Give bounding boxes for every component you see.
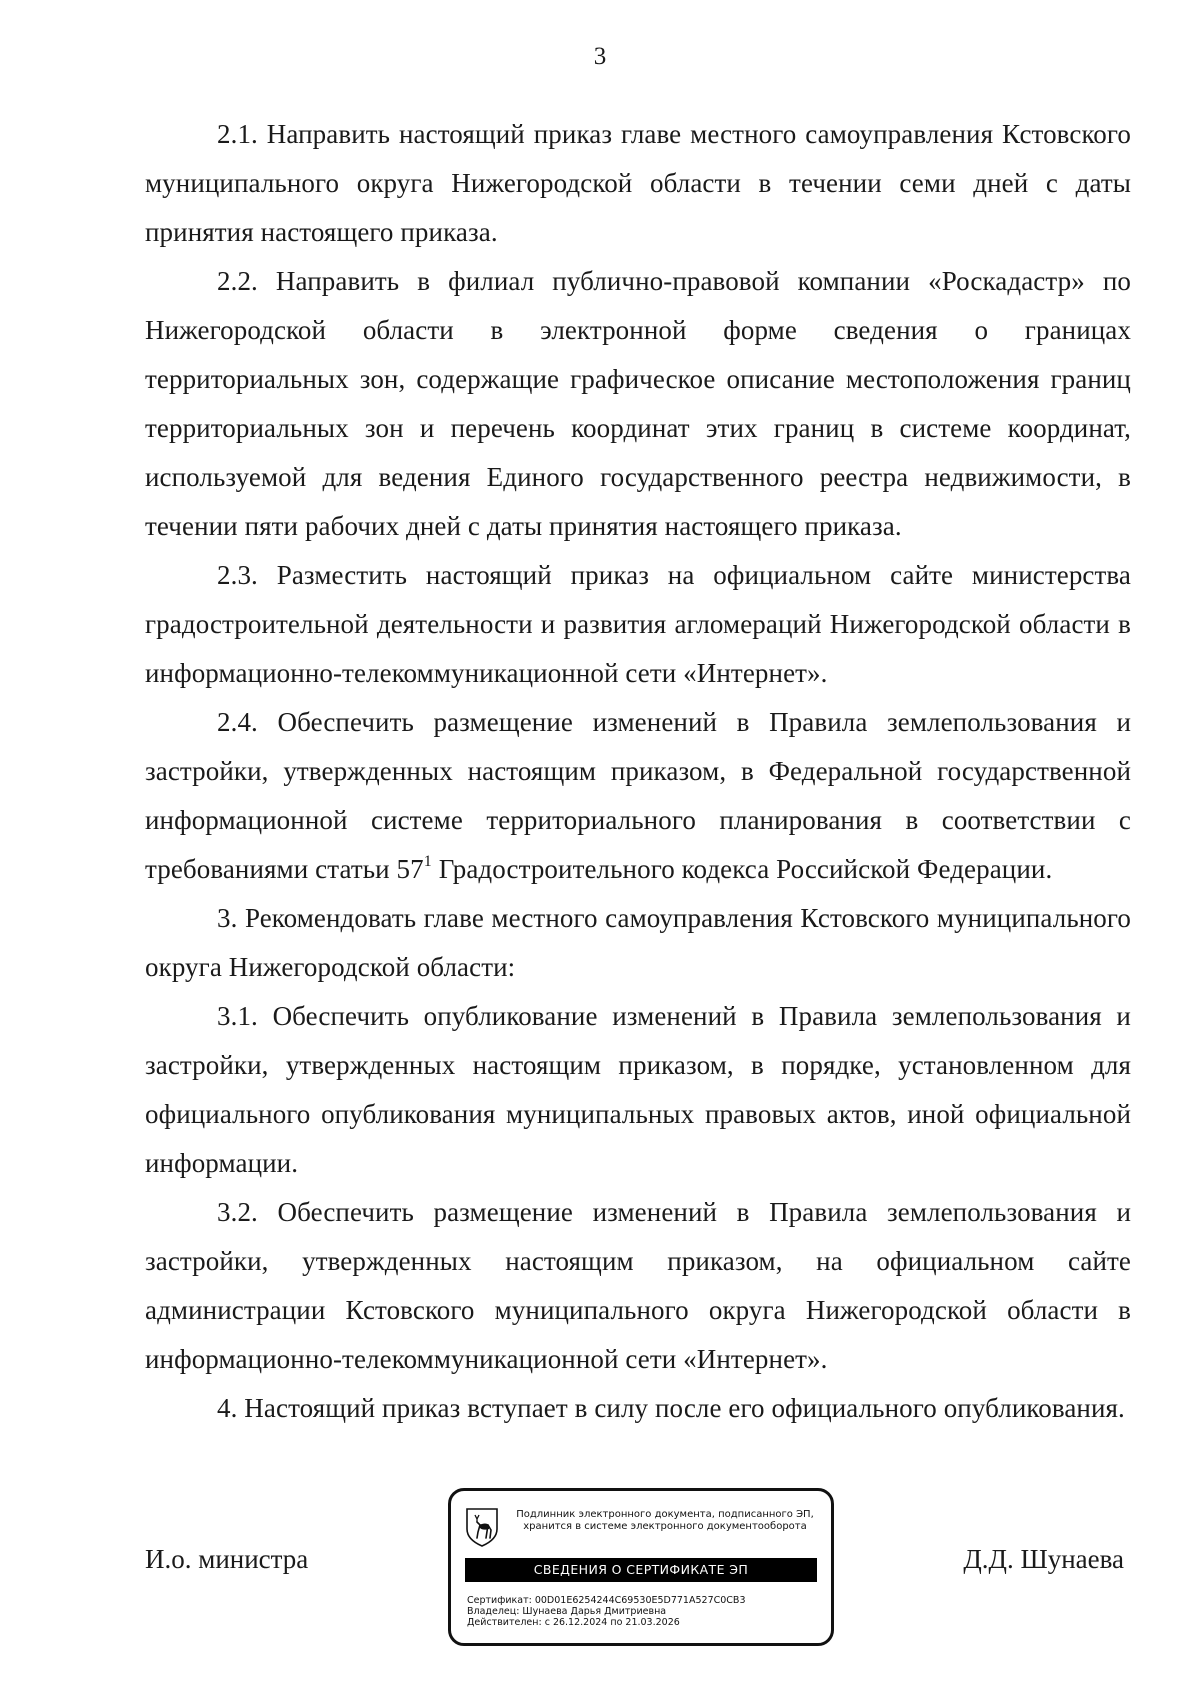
- paragraph-4: 4. Настоящий приказ вступает в силу после его официального опубликования.: [217, 1393, 1125, 1423]
- electronic-signature-stamp: [448, 1488, 834, 1646]
- stamp-note-line-2: хранится в системе электронного документооборота: [523, 1521, 807, 1532]
- stamp-note-line-1: Подлинник электронного документа, подписанного ЭП,: [516, 1509, 814, 1520]
- signature-block: [0, 1488, 1200, 1658]
- article-superscript: 1: [423, 853, 432, 870]
- document-body: [145, 110, 1131, 1433]
- paragraph-2-4: [145, 698, 1131, 894]
- paragraph-2-2: 2.2. Направить в филиал публично-правовой компании «Роскадастр» по Нижегородской области в электронной форме сведения о границах территориальных зон, содержащие графическое описание местоположения границ территориальных зон и перечень координат этих границ в системе координат, используемой для ведения Единого государственного реестра недвижимости, в течении пяти рабочих дней с даты принятия настоящего приказа.: [145, 266, 1131, 541]
- signer-name: Д.Д. Шунаева: [963, 1544, 1124, 1574]
- paragraph-3-2: 3.2. Обеспечить размещение изменений в Правила землепользования и застройки, утвержденных настоящим приказом, на официальном сайте администрации Кстовского муниципального округа Нижегородской области в информационно-телекоммуникационной сети «Интернет».: [145, 1197, 1131, 1374]
- page-number: 3: [593, 43, 607, 70]
- paragraph-3-1: 3.1. Обеспечить опубликование изменений в Правила землепользования и застройки, утвержденных настоящим приказом, в порядке, установленном для официального опубликования муниципальных правовых актов, иной официальной информации.: [145, 1001, 1131, 1178]
- stamp-note: [505, 1509, 825, 1533]
- certificate-details: [467, 1595, 745, 1628]
- paragraph-2-4-text: 2.4. Обеспечить размещение изменений в Правила землепользования и застройки, утвержденных настоящим приказом, в Федеральной государственной информационной системе территориального планирования в соответствии с требованиями статьи 57: [145, 707, 1131, 884]
- certificate-owner: Владелец: Шунаева Дарья Дмитриевна: [467, 1606, 667, 1617]
- paragraph-2-4-text-end: Градостроительного кодекса Российской Федерации.: [431, 854, 1053, 884]
- paragraph-2-1: 2.1. Направить настоящий приказ главе местного самоуправления Кстовского муниципального округа Нижегородской области в течении семи дней с даты принятия настоящего приказа.: [145, 119, 1131, 247]
- certificate-number: Сертификат: 00D01E6254244C69530E5D771A527C0CB3: [467, 1595, 746, 1606]
- paragraph-3: 3. Рекомендовать главе местного самоуправления Кстовского муниципального округа Нижегородской области:: [145, 903, 1131, 982]
- paragraph-2-3: 2.3. Разместить настоящий приказ на официальном сайте министерства градостроительной деятельности и развития агломераций Нижегородской области в информационно-телекоммуникационной сети «Интернет».: [145, 560, 1131, 688]
- certificate-validity: Действителен: с 26.12.2024 по 21.03.2026: [467, 1617, 680, 1628]
- deer-coat-of-arms-icon: [465, 1507, 499, 1547]
- signer-role: И.о. министра: [145, 1544, 309, 1574]
- stamp-banner: СВЕДЕНИЯ О СЕРТИФИКАТЕ ЭП: [465, 1558, 817, 1582]
